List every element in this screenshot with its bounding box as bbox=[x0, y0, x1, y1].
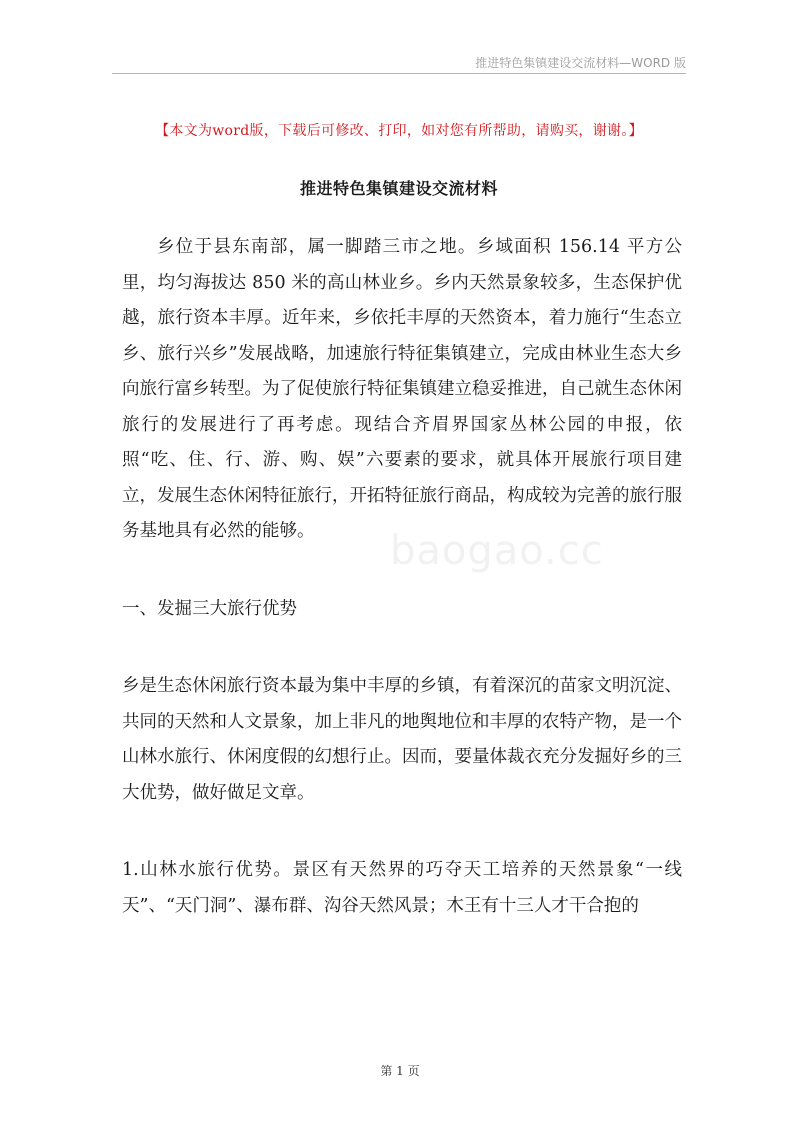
item-1-paragraph: 1.山林水旅行优势。景区有天然界的巧夺天工培养的天然景象“一线天”、“天门洞”、瀑布群、沟谷天然风景；木王有十三人才干合抱的 bbox=[122, 860, 682, 916]
section-heading-1: 一、发掘三大旅行优势 bbox=[122, 598, 297, 619]
intro-paragraph: 乡位于县东南部，属一脚踏三市之地。乡域面积 156.14 平方公里，均匀海拔达 850 米的高山林业乡。乡内天然景象较多，生态保护优越，旅行资本丰厚。近年来，乡依托丰厚的天然资本，着力施行“生态立乡、旅行兴乡”发展战略，加速旅行特征集镇建立，完成由林业生态大乡向旅行富乡转型。为了促使旅行特征集镇建立稳妥推进，自己就生态休闲旅行的发展进行了再考虑。现结合齐眉界国家丛林公园的申报，依照“吃、住、行、游、购、娱”六要素的要求，就具体开展旅行项目建立，发展生态休闲特征旅行，开拓特征旅行商品，构成较为完善的旅行服务基地具有必然的能够。 bbox=[122, 237, 682, 541]
header-divider bbox=[112, 73, 686, 74]
section-1-paragraph: 乡是生态休闲旅行资本最为集中丰厚的乡镇，有着深沉的苗家文明沉淀、共同的天然和人文景象，加上非凡的地舆地位和丰厚的农特产物，是一个山林水旅行、休闲度假的幻想行止。因而，要量体裁衣充分发掘好乡的三大优势，做好做足文章。 bbox=[122, 676, 682, 803]
page-number: 第 1 页 bbox=[380, 1064, 420, 1078]
document-body bbox=[122, 230, 682, 924]
download-notice: 【本文为word版，下载后可修改、打印，如对您有所帮助，请购买，谢谢。】 bbox=[155, 123, 643, 139]
document-title: 推进特色集镇建设交流材料 bbox=[299, 179, 498, 198]
page-header: 推进特色集镇建设交流材料—WORD 版 bbox=[475, 56, 686, 70]
watermark: baogao.cc bbox=[390, 528, 604, 574]
